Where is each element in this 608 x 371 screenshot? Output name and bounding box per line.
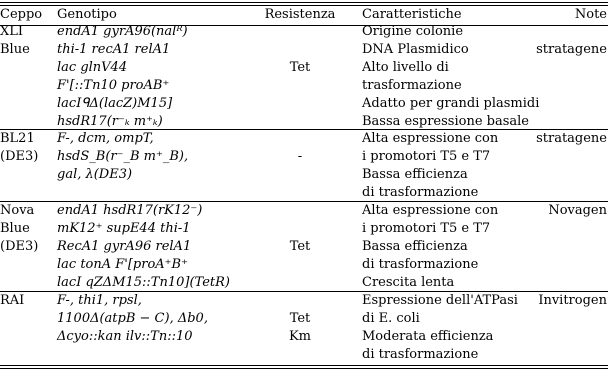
row-1-genotipo-line-3: lac glnV44 (57, 60, 128, 75)
row-3-genotipo-line-1: endA1 hsdR17(rK12⁻) (57, 203, 203, 218)
row-1-caratteristiche-line-2: DNA Plasmidico (362, 42, 469, 57)
row-3-caratteristiche-line-1: Alta espressione con (362, 203, 499, 218)
row-1-caratteristiche-line-5: Adatto per grandi plasmidi (362, 96, 540, 111)
row-2-caratteristiche-line-3: Bassa efficienza (362, 167, 468, 182)
row-1-ceppo (0, 23, 30, 59)
row-4-note: Invitrogen (538, 293, 607, 308)
row-2-caratteristiche-line-4: di trasformazione (362, 185, 479, 200)
row-3-genotipo-line-5: lacI qZΔM15::Tn10](TetR) (57, 275, 230, 290)
row-3-ceppo-line-2: Blue (0, 221, 30, 236)
row-4-genotipo (57, 292, 208, 346)
row-3-genotipo-line-4: lac tonA F'[proA⁺B⁺ (57, 257, 188, 272)
row-2-genotipo (57, 130, 188, 184)
row-1-note: stratagene (536, 42, 607, 57)
row-3-caratteristiche (362, 202, 498, 292)
row-2-caratteristiche-line-2: i promotori T5 e T7 (362, 149, 491, 164)
row-2-ceppo (0, 130, 38, 166)
row-2-resistenza: - (297, 149, 303, 164)
row-1-genotipo-line-2: thi-1 recA1 relA1 (57, 42, 171, 57)
row-2-genotipo-line-1: F-, dcm, ompT, (57, 131, 154, 146)
row-4-ceppo (0, 292, 24, 310)
row-3-genotipo (57, 202, 230, 292)
row-1-caratteristiche-line-6: Bassa espressione basale (362, 114, 529, 129)
row-4-caratteristiche-line-1: Espressione dell'ATPasi (362, 293, 518, 308)
row-4-caratteristiche-line-4: di trasformazione (362, 347, 479, 362)
row-2-ceppo-line-2: (DE3) (0, 149, 39, 164)
row-2-genotipo-line-3: gal, λ(DE3) (57, 167, 133, 182)
row-1-ceppo-line-2: Blue (0, 42, 30, 57)
header-note: Note (574, 7, 607, 22)
row-4-resistenza-line-2: Km (288, 329, 312, 344)
row-3-note: Novagen (548, 203, 607, 218)
row-1-genotipo (57, 23, 188, 131)
row-3-ceppo-line-3: (DE3) (0, 239, 39, 254)
row-3-caratteristiche-line-4: di trasformazione (362, 257, 479, 272)
row-4-caratteristiche-line-2: di E. coli (362, 311, 420, 326)
row-1-genotipo-line-1: endA1 gyrA96(nalᴿ) (57, 24, 188, 39)
header-caratteristiche: Caratteristiche (362, 7, 462, 22)
row-2-caratteristiche (362, 130, 498, 202)
header-ceppo: Ceppo (0, 7, 43, 22)
row-1-caratteristiche-line-4: trasformazione (362, 78, 462, 93)
row-1-caratteristiche (362, 23, 539, 131)
row-2-ceppo-line-1: BL21 (0, 131, 35, 146)
row-2-caratteristiche-line-1: Alta espressione con (362, 131, 499, 146)
row-2-note: stratagene (536, 131, 607, 146)
row-4-genotipo-line-3: Δcyo::kan ilv::Tn::10 (57, 329, 193, 344)
row-1-caratteristiche-line-3: Alto livello di (362, 60, 449, 75)
row-1-resistenza: Tet (289, 60, 311, 75)
row-3-genotipo-line-3: RecA1 gyrA96 relA1 (57, 239, 192, 254)
header-resistenza: Resistenza (264, 7, 336, 22)
row-4-ceppo-line-1: RAI (0, 293, 25, 308)
table-bottom-rule-inner (0, 365, 608, 366)
row-1-genotipo-line-6: hsdR17(r⁻ₖ m⁺ₖ) (57, 114, 163, 129)
row-2-genotipo-line-2: hsdS_B(r⁻_B m⁺_B), (57, 149, 189, 164)
row-1-caratteristiche-line-1: Origine colonie (362, 24, 464, 39)
row-1-ceppo-line-1: XLI (0, 24, 24, 39)
row-4-genotipo-line-2: 1100Δ(atpB − C), Δb0, (57, 311, 208, 326)
row-1-genotipo-line-4: F'[::Tn10 proAB⁺ (57, 78, 170, 93)
row-3-caratteristiche-line-3: Bassa efficienza (362, 239, 468, 254)
row-3-caratteristiche-line-5: Crescita lenta (362, 275, 455, 290)
table-bottom-rule-outer (0, 368, 608, 369)
row-3-caratteristiche-line-2: i promotori T5 e T7 (362, 221, 491, 236)
table-top-rule-outer (0, 2, 608, 3)
row-3-resistenza: Tet (289, 239, 311, 254)
row-4-resistenza (254, 310, 346, 346)
row-3-ceppo (0, 202, 38, 256)
row-1-genotipo-line-5: lacIᑫΔ(lacZ)M15] (57, 96, 173, 111)
row-4-caratteristiche (362, 292, 518, 364)
row-3-genotipo-line-2: mK12⁺ supE44 thi-1 (57, 221, 191, 236)
header-genotipo: Genotipo (57, 7, 117, 22)
row-3-ceppo-line-1: Nova (0, 203, 35, 218)
row-4-genotipo-line-1: F-, thi1, rpsl, (57, 293, 142, 308)
row-4-resistenza-line-1: Tet (289, 311, 311, 326)
row-4-caratteristiche-line-3: Moderata efficienza (362, 329, 494, 344)
